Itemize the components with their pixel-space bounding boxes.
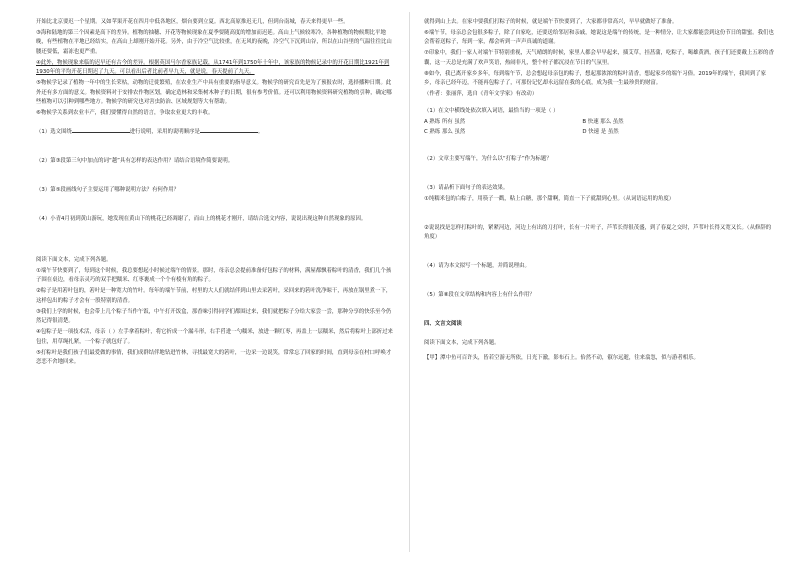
answer-space: [36, 197, 396, 215]
source-note: （作者：张丽萍，选自《青年文学家》有改动）: [424, 91, 538, 98]
question-2: （2）文章主要写端午，为什么以“打粽子”作为标题？: [424, 156, 552, 163]
answer-space: [424, 244, 776, 262]
classical-text-a: 【甲】潭中鱼可百许头，皆若空游无所依，日光下澈，影布石上。佁然不动，俶尔远逝，往来翕忽，似与游者相乐。: [424, 355, 699, 362]
paragraph: ③海和陆地的第三个因素是高下的差异。植物的抽穗、开花等物候现象在夏季要随高度的增加而迟延。高山上气候较寒冷，各种植物的物候期比平地晚，有些植物在平地已经结实，在高山上却刚开始开花。另外，由于冷空气比较重，在无风的夜晚，冷空气下沉到山谷，所以在山谷里的气温往往比山腰还要低，霜冻也更严重。: [36, 30, 392, 55]
classical-intro: 阅读下面文本，完成下列各题。: [424, 340, 500, 347]
paragraph: ⑤物候学记录了植物一年中的生长荣枯，动物的迁徙繁殖，在农业生产中具有重要的指导意义。物候学的研究首先是为了预报农时，选择播种日期。此外还有多方面的意义。物候资料对于安排农作物区划，确定造林和采集树木种子的日期，很有参考价值。还可以利用物候资料研究植物的引种，确定哪些植物可以引种到哪些地方。物候学的研究也对害虫防治、区域规划等大有帮助。: [36, 80, 392, 106]
left-column: [36, 18, 396, 369]
question-4: （4）请为本文拟写一个标题，并简说理由。: [424, 263, 530, 270]
paragraph: 就得到山上去。在家中要我们打粽子的时候，就是端午节快要到了，大家都非常高兴，早早就做好了准备。: [424, 19, 678, 25]
paragraph: 开始比北京要迟一个星期。又如苹果开花在四月中低各地区，烟台要到立夏。西北高原推迟无几，但到台南城，春天来得更早一些。: [36, 19, 349, 25]
answer-options: [424, 118, 776, 137]
answer-blank[interactable]: [200, 126, 258, 133]
paragraph: ⑥物候学关系到农业丰产，我们要懂得自然的语言，争取农业更大的丰收。: [36, 110, 214, 117]
paragraph: ⑦印象中，我们一家人对端午节特别重视，天气晴朗的时候，家里人都会早早起来，插艾草，挂菖蒲，吃粽子，喝雄黄酒，孩子们还要戴上五彩的香囊，这一天总是充满了欢声笑语，热闹非凡，整个村子都沉浸在节日的气氛里。: [424, 50, 774, 66]
paragraph: ⑤打粽叶是我们孩子们最爱做的事情，我们成群结伴地钻进竹林，寻找最宽大的箬叶，一边采一边说笑，常常忘了回家的时间，直到母亲在村口呼唤才恋恋不舍地回来。: [36, 349, 392, 366]
question-1: （1）在文中横线处依次填入词语，最恰当的一项是（ ）: [424, 108, 559, 115]
column-divider: [409, 12, 410, 552]
paragraph: ④包粽子是一项技术活，母亲（ ）左手拿着粽叶，将它折成一个漏斗形，右手舀进一勺糯米，放进一颗红枣，再盖上一层糯米，然后将粽叶上部折过来包住，用草绳扎紧，一个粽子就包好了。: [36, 329, 393, 345]
section-heading: 四、文言文阅读: [424, 321, 462, 328]
answer-space: [36, 168, 396, 186]
option-b[interactable]: B 快速 那么 虽然: [582, 119, 624, 126]
underlined-paragraph: ④此外，物候现象来临的迟早还有古今的差异。根据英国马尔香家族记载，从1741年到1750年十年中，该家族的物候记录中的开花日期比1921年到1930年的平均开花日期迟了九天。可以看出后者比前者早九天，就是说，春天提前了九天。: [36, 59, 390, 76]
option-d[interactable]: D 快速 是 虽然: [582, 128, 619, 135]
answer-blank[interactable]: [72, 126, 130, 133]
question-1: [36, 126, 396, 137]
answer-space: [424, 273, 776, 291]
reading-intro: 阅读下面文本，完成下列各题。: [36, 257, 112, 264]
paragraph: ⑥端午节，母亲总会包很多粽子，除了自家吃，还要送给邻居和亲戚，她说这是端午的传统，是一种情分，让大家都能尝到这份节日的甜蜜。我们也会帮着送粽子，每到一家，都会听到一声声真诚的道谢。: [424, 30, 774, 46]
question-3: （3）请品析下面句子的表达效果。: [424, 185, 509, 192]
paragraph: ②粽子是用箬叶包的，箬叶是一种宽大的竹叶。每年的端午节前，村里的大人们就结伴到山里去采箬叶，采回来的箬叶洗净晾干，再放在锅里煮一下，这样包出的粽子才会有一股特别的清香。: [36, 288, 392, 304]
option-c[interactable]: C 熟练 那么 虽然: [424, 128, 466, 135]
question-1-middle: 进行说明，采用的说明顺序是: [129, 129, 200, 136]
option-a[interactable]: A 熟练 所有 虽然: [424, 119, 466, 126]
answer-space: [36, 139, 396, 157]
question-1-prefix: （1）选文围绕: [36, 129, 72, 136]
answer-space: [424, 302, 776, 320]
answer-space: [424, 206, 776, 224]
paragraph: ①端午节快要到了，每到这个时候，我总要想起小时候过端午的情景。那时，母亲总会提前准备好包粽子的材料，满屋都飘着粽叶的清香，我们几个孩子围在桌边，看母亲灵巧的双手把糯米、红枣裹成一个个有棱有角的粽子。: [36, 268, 392, 284]
question-5: （5）第⑧段在文章结构和内容上有什么作用？: [424, 292, 535, 299]
paragraph: ⑧如今，我已离开家乡多年，每到端午节，总会想起母亲包的粽子，想起那浓浓的粽叶清香，想起家乡的端午习俗。2019年的端午，我回到了家乡，母亲已经年迈，不能再包粽子了，可那份记忆却永远留在我的心底，成为我一生最珍贵的财富。: [424, 70, 766, 87]
answer-space: [424, 137, 776, 155]
answer-space: [424, 166, 776, 184]
right-column: [424, 18, 776, 365]
answer-space: [36, 226, 396, 256]
question-2: （2）第③段第三句中加点的词“越”具有怎样的表达作用？请结合语境作简要说明。: [36, 158, 234, 165]
question-3b: ②说说找是怎样打粽叶的，紧紧河边，河边上有出的刀打叶，长有一片叶子，芦苇长得很茂盛，到了春夏之交时，芦苇叶长得又宽又长。（从修辞的角度）: [424, 225, 772, 241]
question-3: （3）第⑤段画线句子主要运用了哪种说明方法？有何作用？: [36, 187, 180, 194]
question-4: （4）小青4月初到黄山游玩，她发现在黄山下的桃花已经凋谢了，而山上的桃花才刚开，请结合选文内容，说说出现这种自然现象的原因。: [36, 216, 367, 223]
question-3a: ①纯糯米包的白粽子，用筷子一戳，粘上白糖，那个甜啊，简直一下子就甜到心里。（从词语运用的角度）: [424, 196, 675, 203]
paragraph: ③我们上学的时候，也会带上几个粽子当作午饭，中午打开饭盒，那香味引得同学们都围过来，我们就把粽子分给大家尝一尝，那种分享的快乐至今仍然记得很清楚。: [36, 308, 392, 325]
question-1-suffix: 。: [257, 129, 264, 136]
